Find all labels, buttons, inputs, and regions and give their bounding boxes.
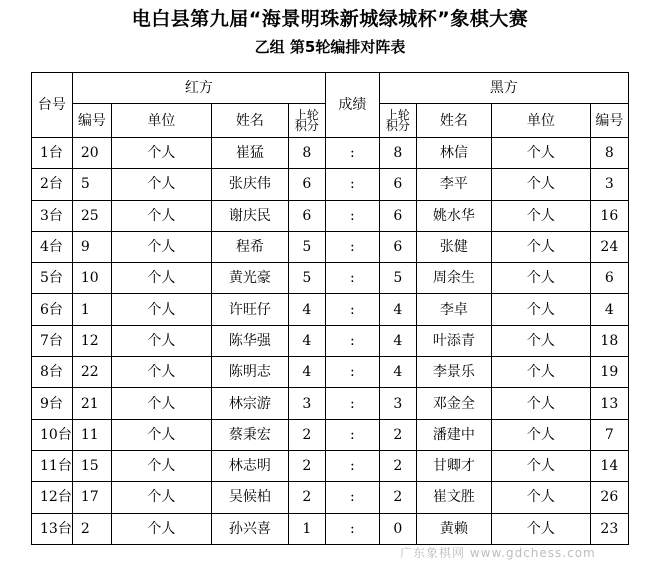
black-number-cell: 4 — [590, 294, 628, 325]
red-prev-score-cell: 6 — [288, 200, 325, 231]
red-name-cell: 林志明 — [211, 450, 288, 481]
black-number-cell: 6 — [590, 263, 628, 294]
table-row — [32, 138, 629, 169]
header-red-number: 编号 — [72, 104, 111, 138]
black-number-cell: 13 — [590, 388, 628, 419]
result-cell: : — [325, 169, 379, 200]
red-number-cell: 2 — [72, 513, 111, 544]
red-number-cell: 10 — [72, 263, 111, 294]
black-prev-score-cell: 4 — [379, 357, 416, 388]
red-unit-cell: 个人 — [111, 263, 211, 294]
red-unit-cell: 个人 — [111, 231, 211, 262]
black-number-cell: 16 — [590, 200, 628, 231]
header-black-name: 姓名 — [416, 104, 491, 138]
result-cell: : — [325, 263, 379, 294]
table-no-cell: 1台 — [32, 138, 73, 169]
header-red-unit: 单位 — [111, 104, 211, 138]
red-name-cell: 张庆伟 — [211, 169, 288, 200]
result-cell: : — [325, 138, 379, 169]
pairing-table — [31, 72, 629, 545]
red-name-cell: 黄光豪 — [211, 263, 288, 294]
red-prev-score-cell: 4 — [288, 357, 325, 388]
black-prev-score-cell: 8 — [379, 138, 416, 169]
red-number-cell: 15 — [72, 450, 111, 481]
red-number-cell: 21 — [72, 388, 111, 419]
black-unit-cell: 个人 — [491, 419, 590, 450]
black-prev-score-cell: 6 — [379, 169, 416, 200]
red-name-cell: 林宗游 — [211, 388, 288, 419]
red-prev-score-cell: 5 — [288, 263, 325, 294]
black-unit-cell: 个人 — [491, 294, 590, 325]
black-number-cell: 3 — [590, 169, 628, 200]
table-no-cell: 8台 — [32, 357, 73, 388]
black-number-cell: 26 — [590, 482, 628, 513]
red-number-cell: 9 — [72, 231, 111, 262]
red-number-cell: 17 — [72, 482, 111, 513]
black-name-cell: 李卓 — [416, 294, 491, 325]
black-number-cell: 8 — [590, 138, 628, 169]
red-number-cell: 5 — [72, 169, 111, 200]
red-name-cell: 孙兴喜 — [211, 513, 288, 544]
red-name-cell: 陈华强 — [211, 325, 288, 356]
black-number-cell: 14 — [590, 450, 628, 481]
black-unit-cell: 个人 — [491, 513, 590, 544]
header-black-side: 黑方 — [379, 73, 628, 104]
black-name-cell: 林信 — [416, 138, 491, 169]
result-cell: : — [325, 231, 379, 262]
black-unit-cell: 个人 — [491, 263, 590, 294]
black-name-cell: 邓金全 — [416, 388, 491, 419]
result-cell: : — [325, 388, 379, 419]
header-result: 成绩 — [325, 73, 379, 138]
table-row — [32, 200, 629, 231]
black-prev-score-cell: 2 — [379, 419, 416, 450]
red-name-cell: 程希 — [211, 231, 288, 262]
red-name-cell: 蔡秉宏 — [211, 419, 288, 450]
red-unit-cell: 个人 — [111, 169, 211, 200]
black-unit-cell: 个人 — [491, 138, 590, 169]
black-unit-cell: 个人 — [491, 169, 590, 200]
black-prev-score-cell: 5 — [379, 263, 416, 294]
table-no-cell: 3台 — [32, 200, 73, 231]
result-cell: : — [325, 419, 379, 450]
red-prev-score-cell: 4 — [288, 325, 325, 356]
table-no-cell: 13台 — [32, 513, 73, 544]
result-cell: : — [325, 325, 379, 356]
table-row — [32, 263, 629, 294]
header-red-prev-score: 上轮 积分 — [288, 104, 325, 138]
header-black-number: 编号 — [590, 104, 628, 138]
red-prev-score-cell: 6 — [288, 169, 325, 200]
table-no-cell: 2台 — [32, 169, 73, 200]
black-number-cell: 23 — [590, 513, 628, 544]
black-unit-cell: 个人 — [491, 388, 590, 419]
table-no-cell: 4台 — [32, 231, 73, 262]
header-black-unit: 单位 — [491, 104, 590, 138]
red-unit-cell: 个人 — [111, 325, 211, 356]
table-row — [32, 325, 629, 356]
table-row — [32, 231, 629, 262]
red-prev-score-cell: 3 — [288, 388, 325, 419]
black-name-cell: 黄赖 — [416, 513, 491, 544]
red-prev-score-cell: 2 — [288, 450, 325, 481]
black-name-cell: 潘建中 — [416, 419, 491, 450]
header-red-side: 红方 — [72, 73, 325, 104]
black-prev-score-cell: 2 — [379, 482, 416, 513]
black-name-cell: 叶添青 — [416, 325, 491, 356]
black-prev-score-cell: 3 — [379, 388, 416, 419]
red-number-cell: 1 — [72, 294, 111, 325]
red-number-cell: 22 — [72, 357, 111, 388]
result-cell: : — [325, 450, 379, 481]
table-no-cell: 6台 — [32, 294, 73, 325]
red-unit-cell: 个人 — [111, 482, 211, 513]
red-unit-cell: 个人 — [111, 513, 211, 544]
black-unit-cell: 个人 — [491, 450, 590, 481]
red-prev-score-cell: 1 — [288, 513, 325, 544]
result-cell: : — [325, 513, 379, 544]
red-unit-cell: 个人 — [111, 450, 211, 481]
table-row — [32, 294, 629, 325]
black-unit-cell: 个人 — [491, 325, 590, 356]
black-prev-score-cell: 6 — [379, 200, 416, 231]
red-prev-score-cell: 2 — [288, 419, 325, 450]
page-title: 电白县第九届“海景明珠新城绿城杯”象棋大赛 — [131, 8, 529, 30]
red-name-cell: 陈明志 — [211, 357, 288, 388]
black-name-cell: 崔文胜 — [416, 482, 491, 513]
table-row — [32, 357, 629, 388]
black-prev-score-cell: 2 — [379, 450, 416, 481]
header-table-no: 台号 — [32, 73, 73, 138]
black-unit-cell: 个人 — [491, 200, 590, 231]
red-unit-cell: 个人 — [111, 388, 211, 419]
black-name-cell: 周余生 — [416, 263, 491, 294]
watermark: 广东象棋网 www.gdchess.com — [400, 546, 596, 560]
header-black-prev-score: 上轮 积分 — [379, 104, 416, 138]
result-cell: : — [325, 357, 379, 388]
black-name-cell: 姚水华 — [416, 200, 491, 231]
red-unit-cell: 个人 — [111, 200, 211, 231]
table-row — [32, 388, 629, 419]
red-prev-score-cell: 4 — [288, 294, 325, 325]
red-prev-score-cell: 5 — [288, 231, 325, 262]
table-no-cell: 10台 — [32, 419, 73, 450]
black-number-cell: 18 — [590, 325, 628, 356]
black-number-cell: 19 — [590, 357, 628, 388]
red-number-cell: 11 — [72, 419, 111, 450]
black-unit-cell: 个人 — [491, 482, 590, 513]
red-name-cell: 谢庆民 — [211, 200, 288, 231]
table-no-cell: 5台 — [32, 263, 73, 294]
black-prev-score-cell: 6 — [379, 231, 416, 262]
red-unit-cell: 个人 — [111, 357, 211, 388]
black-name-cell: 张健 — [416, 231, 491, 262]
black-unit-cell: 个人 — [491, 231, 590, 262]
red-name-cell: 许旺仔 — [211, 294, 288, 325]
result-cell: : — [325, 294, 379, 325]
red-name-cell: 吴候柏 — [211, 482, 288, 513]
red-number-cell: 12 — [72, 325, 111, 356]
table-row — [32, 169, 629, 200]
table-row — [32, 513, 629, 544]
table-no-cell: 12台 — [32, 482, 73, 513]
table-row — [32, 482, 629, 513]
black-name-cell: 李平 — [416, 169, 491, 200]
black-name-cell: 甘卿才 — [416, 450, 491, 481]
red-unit-cell: 个人 — [111, 138, 211, 169]
red-unit-cell: 个人 — [111, 294, 211, 325]
red-number-cell: 25 — [72, 200, 111, 231]
header-red-name: 姓名 — [211, 104, 288, 138]
black-number-cell: 7 — [590, 419, 628, 450]
result-cell: : — [325, 200, 379, 231]
black-prev-score-cell: 4 — [379, 294, 416, 325]
red-name-cell: 崔猛 — [211, 138, 288, 169]
red-unit-cell: 个人 — [111, 419, 211, 450]
black-prev-score-cell: 4 — [379, 325, 416, 356]
result-cell: : — [325, 482, 379, 513]
black-unit-cell: 个人 — [491, 357, 590, 388]
black-name-cell: 李景乐 — [416, 357, 491, 388]
table-no-cell: 9台 — [32, 388, 73, 419]
table-no-cell: 7台 — [32, 325, 73, 356]
black-prev-score-cell: 0 — [379, 513, 416, 544]
red-prev-score-cell: 2 — [288, 482, 325, 513]
table-row — [32, 450, 629, 481]
red-number-cell: 20 — [72, 138, 111, 169]
table-no-cell: 11台 — [32, 450, 73, 481]
black-number-cell: 24 — [590, 231, 628, 262]
table-row — [32, 419, 629, 450]
page-subtitle: 乙组 第5轮编排对阵表 — [254, 38, 406, 56]
red-prev-score-cell: 8 — [288, 138, 325, 169]
